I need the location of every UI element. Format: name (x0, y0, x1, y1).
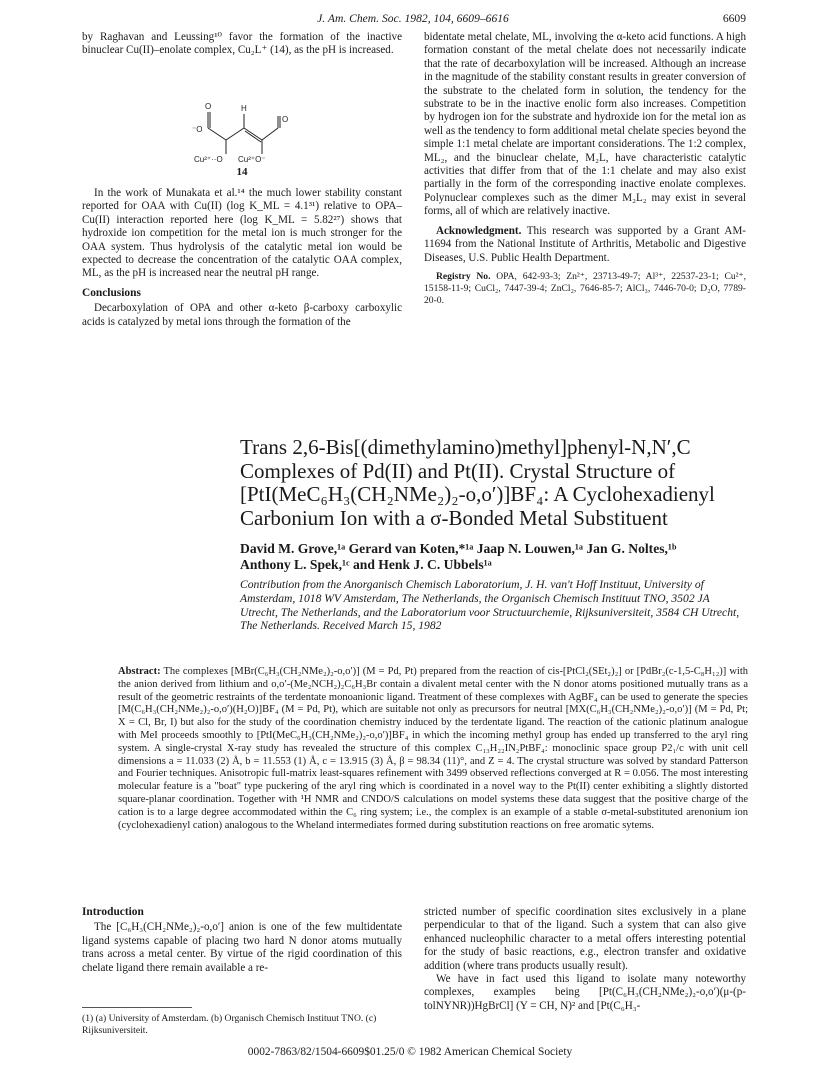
left-para-2: In the work of Munakata et al.¹⁴ the much lower stability constant reported for OAA with Cu(II) (log K_ML = 4.1³¹) relative to OPA–Cu(II) interaction reported here (log K_ML = 5.82²⁷) shows that hydroxide ion competition for the metal ion is much stronger for the OAA system. Thus hydrolysis of the catalytic metal ion would be expected to decrease the concentration of the catalytic OAA complex, ML, as the pH is increased near the neutral pH range. (82, 187, 402, 280)
ack-label: Acknowledgment. (436, 224, 522, 237)
registry-text: OPA, 642-93-3; Zn²⁺, 23713-49-7; Al³⁺, 22537-23-1; Cu²⁺, 15158-11-9; CuCl₂, 7447-39-4; ZnCl₂, 7646-85-7; AlCl₃, 7446-70-0; D₂O, 7789-20-0. (424, 270, 747, 307)
right-column-top (424, 31, 746, 308)
introduction-para-1: The [C₆H₃(CH₂NMe₂)₂-o,o′] anion is one of the few multidentate ligand systems capable of placing two hard N donor atoms mutually trans across a metal center. By virtue of the rigid coordination of this chelate ligand there remain available a re- (82, 921, 402, 974)
page-number: 6609 (722, 12, 746, 25)
compound-number: 14 (236, 166, 248, 178)
right-para-1: bidentate metal chelate, ML, involving the α-keto acid functions. A high formation constant of the metal chelate does not necessarily indicate that the rate of decarboxylation will be increased. Although an increase in the magnitude of the stability constant results in greater conversion of the substrate to the chelated form in solution, the tendency for the substrate to be in the inactive enolic form also increases. Competition by hydrogen ion for the substrate and hydroxide ion for the metal ion as well as the tendency to form additional metal chelate species beyond the simple 1:1 metal chelate are important considerations. The 1:2 complex, ML₂, and the binuclear chelate, M₂L, have characteristic catalytic activities that differ from that of the 1:1 chelate and may also exist partially in the form of the corresponding inactive enolate complexes. Polynuclear complexes such as the dimer M₂L₂ may exist in several forms, all of which are relatively inactive. (424, 31, 746, 218)
left-column-body (82, 187, 402, 329)
abstract (118, 666, 748, 832)
svg-text:O: O (205, 102, 212, 111)
footnote-rule (82, 1007, 192, 1008)
conclusions-text: Decarboxylation of OPA and other α-keto β-carboxy carboxylic acids is catalyzed by metal ions through the formation of the (82, 302, 402, 328)
conclusions-heading: Conclusions (82, 286, 141, 299)
journal-citation: J. Am. Chem. Soc. 1982, 104, 6609–6616 (317, 12, 509, 25)
footnote: (1) (a) University of Amsterdam. (b) Organisch Chemisch Instituut TNO. (c) Rijksuniversiteit. (82, 1013, 377, 1036)
svg-text:O: O (282, 115, 289, 124)
left-para-1: by Raghavan and Leussing¹⁰ favor the formation of the inactive binuclear Cu(II)–enolate complex, Cu₂L⁺ (14), as the pH is increased. (82, 31, 402, 57)
acknowledgment (424, 225, 746, 265)
svg-text:Cu²⁺O⁻: Cu²⁺O⁻ (238, 155, 266, 164)
title-line-3: [PtI(MeC₆H₃(CH₂NMe₂)₂-o,o′)]BF₄: A Cyclohexadienyl (240, 482, 715, 507)
authors-line-1: David M. Grove,¹ᵃ Gerard van Koten,*¹ᵃ Jaap N. Louwen,¹ᵃ Jan G. Noltes,¹ᵇ (240, 541, 677, 556)
abstract-label: Abstract: (118, 666, 161, 677)
authors (240, 541, 748, 573)
authors-line-2: Anthony L. Spek,¹ᶜ and Henk J. C. Ubbels¹ᵃ (240, 557, 492, 572)
title-line-4: Carbonium Ion with a σ-Bonded Metal Substituent (240, 505, 668, 530)
title-line-1: Trans 2,6-Bis[(dimethylamino)methyl]phenyl-N,N′,C (240, 435, 691, 459)
introduction-right-para-2: We have in fact used this ligand to isolate many noteworthy complexes, examples being [Pt(C₆H₃(CH₂NMe₂)₂-o,o′)(μ-(p-tolNYNR))HgBrCl] (Y = CH, N)² and [Pt(C₆H₃- (424, 973, 746, 1012)
introduction-right (424, 906, 746, 1013)
svg-text:H: H (241, 104, 247, 113)
article-title (240, 436, 748, 530)
title-line-2: Complexes of Pd(II) and Pt(II). Crystal Structure of (240, 458, 676, 483)
left-column-top (82, 31, 402, 58)
introduction-left (82, 906, 402, 975)
introduction-heading: Introduction (82, 906, 144, 918)
structure-14-diagram (186, 100, 296, 176)
affiliation: Contribution from the Anorganisch Chemisch Laboratorium, J. H. van't Hoff Instituut, University of Amsterdam, 1018 WV Amsterdam, The Netherlands, the Organisch Chemisch Instituut TNO, 3502 JA Utrecht, The Netherlands, and the Laboratorium voor Structuurchemie, Rijksuniversiteit, 3584 CH Utrecht, The Netherlands. Received March 15, 1982 (240, 578, 740, 633)
svg-text:⁻O: ⁻O (192, 125, 203, 134)
registry-label: Registry No. (436, 270, 491, 282)
ack-text: This research was supported by a Grant AM-11694 from the National Institute of Arthritis, Metabolic and Digestive Diseases, U.S. Public Health Department. (424, 224, 746, 264)
abstract-text: The complexes [MBr(C₆H₃(CH₂NMe₂)₂-o,o′)] (M = Pd, Pt) prepared from the reaction of cis-[PtCl₂(SEt₂)₂] or [PdBr₂(c-1,5-C₈H₁₂)] with the anion derived from lithium and o,o′-(Me₂NCH₂)₂C₆H₃Br contain a divalent metal center with the N donor atoms positioned mutually trans as a result of the geometric restraints of the terdentate monoanionic ligand. Treatment of these complexes with AgBF₄ can be used to generate the species [M(C₆H₃(CH₂NMe₂)₂-o,o′)(H₂O)]BF₄ (M = Pd, Pt), which are suitable not only as precursors for neutral [MX(C₆H₃(CH₂NMe₂)₂-o,o′)] (M = Pd, Pt; X = Cl, Br, I) but also for the study of the coordination chemistry induced by the terdentate ligand. The reaction of the cationic platinum analogue with MeI proceeds smoothly to [PtI(MeC₆H₃(CH₂NMe₂)₂-o,o′)]BF₄ in which the incoming methyl group has ended up transferred to the aryl ring system. A single-crystal X-ray study has revealed the structure of this complex C₁₃H₂₂IN₂PtBF₄: monoclinic space group P2₁/c with unit cell dimensions a = 11.033 (2) Å, b = 11.553 (1) Å, c = 13.915 (3) Å, β = 98.34 (11)°, and Z = 4. The crystal structure was solved by standard Patterson and Fourier techniques. Anisotropic full-matrix least-squares refinement with 3499 observed reflections converged at R = 0.056. The most interesting molecular feature is a "boat" type puckering of the aryl ring which is coordinated in a novel way to the Pt(II) center exhibiting a slightly distorted square-planar coordination. Together with ¹H NMR and CNDO/S calculations on model systems these data suggest that the positive charge of the cation is to a large degree accommodated within the C₆ ring system; i.e., the complex is an example of a stable σ-metal-substituted arenonium ion (cyclohexadienyl cation) analogous to the Wheland intermediates formed during substitution reactions on free aromatic sytems. (118, 666, 749, 831)
copyright-line: 0002-7863/82/1504-6609$01.25/0 © 1982 American Chemical Society (247, 1046, 573, 1058)
registry-numbers (424, 271, 746, 308)
introduction-right-para-1: stricted number of specific coordination sites exclusively in a plane perpendicular to that of the ligand. Such a system that can also give enhanced nucleophilic character to a metal offers interesting potential for the study of basic reactions, e.g., electron transfer and oxidative addition (where trans products usually result). (424, 906, 746, 972)
svg-text:Cu²⁺··O: Cu²⁺··O (194, 155, 223, 164)
